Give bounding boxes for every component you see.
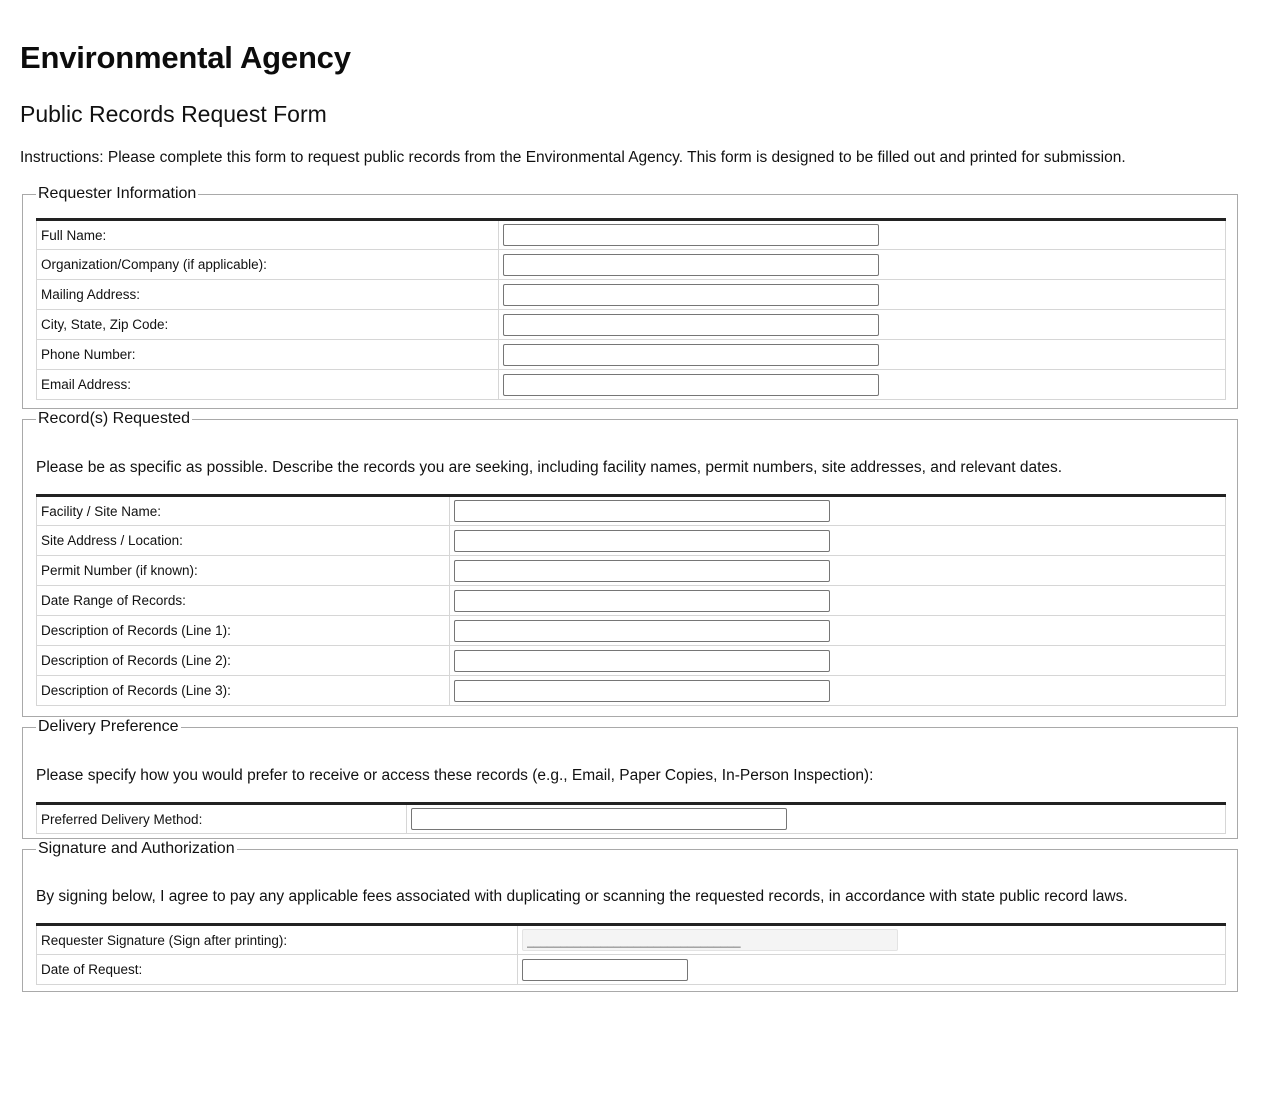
requester-signature-field [522,929,898,951]
records-requested-description: Please be as specific as possible. Describe the records you are seeking, including facility names, permit numbers, site addresses, and relevant dates. [36,459,1063,476]
delivery-preference-legend: Delivery Preference [38,718,179,735]
records-requested-table [36,494,1226,706]
form-title: Public Records Request Form [20,101,327,127]
table-row [37,586,1226,616]
email-address-field[interactable] [503,374,879,396]
table-row [37,646,1226,676]
delivery-preference-section [22,718,1238,839]
preferred-delivery-method-field[interactable] [411,808,787,830]
requester-information-table [36,218,1226,400]
permit-number-label: Permit Number (if known): [37,556,450,586]
city-state-zip-field[interactable] [503,314,879,336]
organization-field[interactable] [503,254,879,276]
mailing-address-field[interactable] [503,284,879,306]
description-line-2-field[interactable] [454,650,830,672]
facility-site-name-label: Facility / Site Name: [37,496,450,526]
table-row [37,556,1226,586]
phone-number-label: Phone Number: [37,340,499,370]
preferred-delivery-method-label: Preferred Delivery Method: [37,804,407,834]
phone-number-field[interactable] [503,344,879,366]
signature-authorization-description: By signing below, I agree to pay any applicable fees associated with duplicating or scanning the requested records, in accordance with state public record laws. [36,888,1128,905]
table-row [37,925,1226,955]
delivery-preference-table [36,802,1226,834]
table-row [37,340,1226,370]
mailing-address-label: Mailing Address: [37,280,499,310]
signature-authorization-section [22,840,1238,992]
requester-information-legend: Requester Information [38,185,197,202]
table-row [37,676,1226,706]
date-range-field[interactable] [454,590,830,612]
table-row [37,496,1226,526]
table-row [37,310,1226,340]
email-address-label: Email Address: [37,370,499,400]
site-address-label: Site Address / Location: [37,526,450,556]
description-line-1-field[interactable] [454,620,830,642]
records-requested-section [22,410,1238,717]
table-row [37,804,1226,834]
table-row [37,250,1226,280]
description-line-3-field[interactable] [454,680,830,702]
delivery-preference-description: Please specify how you would prefer to receive or access these records (e.g., Email, Paper Copies, In-Person Inspection): [36,767,874,784]
full-name-field[interactable] [503,224,879,246]
facility-site-name-field[interactable] [454,500,830,522]
date-of-request-label: Date of Request: [37,955,518,985]
records-requested-legend: Record(s) Requested [38,410,191,427]
full-name-label: Full Name: [37,220,499,250]
description-line-1-label: Description of Records (Line 1): [37,616,450,646]
site-address-field[interactable] [454,530,830,552]
description-line-3-label: Description of Records (Line 3): [37,676,450,706]
requester-signature-label: Requester Signature (Sign after printing): [37,925,518,955]
table-row [37,526,1226,556]
form-instructions: Instructions: Please complete this form to request public records from the Environmental Agency. This form is designed to be filled out and printed for submission. [20,149,1126,166]
agency-title: Environmental Agency [20,40,351,75]
table-row [37,955,1226,985]
date-range-label: Date Range of Records: [37,586,450,616]
signature-authorization-legend: Signature and Authorization [38,840,235,857]
description-line-2-label: Description of Records (Line 2): [37,646,450,676]
requester-information-section [22,185,1238,409]
city-state-zip-label: City, State, Zip Code: [37,310,499,340]
table-row [37,616,1226,646]
signature-authorization-table [36,923,1226,985]
table-row [37,280,1226,310]
table-row [37,370,1226,400]
permit-number-field[interactable] [454,560,830,582]
date-of-request-field[interactable] [522,959,688,981]
organization-label: Organization/Company (if applicable): [37,250,499,280]
table-row [37,220,1226,250]
